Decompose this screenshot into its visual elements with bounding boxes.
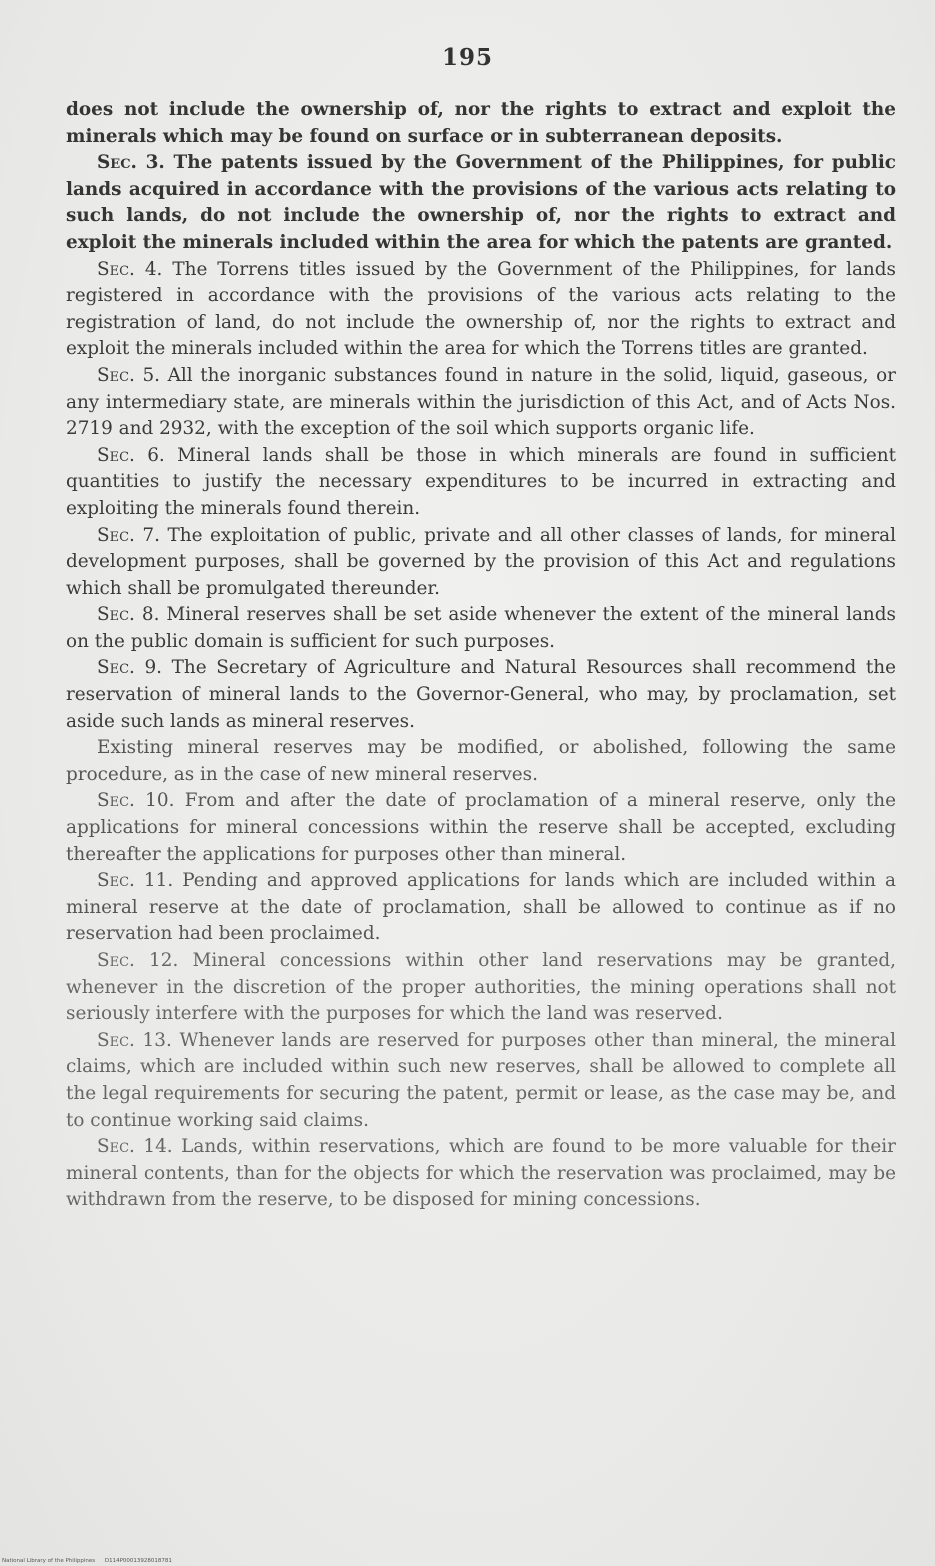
paragraph-text: Pending and approved applications for lands which are included within a mineral reserve at the date of proclamation, shall be allowed to continue as if no reservation had been proclaimed. [66,870,896,945]
section-7 [66,523,896,603]
section-10 [66,788,896,868]
paragraph-text: Whenever lands are reserved for purposes other than mineral, the mineral claims, which are included within such new reserves, shall be allowed to complete all the legal requirements for securing the patent, permit or lease, as the case may be, and to continue working said claims. [66,1029,896,1131]
paragraph-text: The Secretary of Agriculture and Natural Resources shall recommend the reservation of mineral lands to the Governor-General, who may, by proclamation, set aside such lands as mineral reserves. [66,657,896,732]
section-9 [66,655,896,735]
section-8 [66,602,896,655]
paragraph-text: Existing mineral reserves may be modified, or abolished, following the same procedure, as in the case of new mineral reserves. [66,737,896,785]
paragraph-text: The exploitation of public, private and all other classes of lands, for mineral development purposes, shall be governed by the provision of this Act and regulations which shall be promulgated thereunder. [66,524,896,599]
section-label: Sec. 6. [97,444,165,466]
section-label: Sec. 10. [97,790,175,812]
paragraph-existing-reserves [66,735,896,788]
page-number: 195 [441,44,493,71]
paragraph-text: Mineral concessions within other land reservations may be granted, whenever in the discretion of the proper authorities, the mining operations shall not seriously interfere with the purposes for which the land was reserved. [66,950,896,1025]
paragraph-text: The Torrens titles issued by the Government of the Philippines, for lands registered in accordance with the provisions of the various acts relating to the registration of land, do not include the ownership of, nor the rights to extract and exploit the minerals included within the area for which the Torrens titles are granted. [66,258,896,360]
paragraph-text: The patents issued by the Government of the Philippines, for public lands acquired in accordance with the provisions of the various acts relating to such lands, do not include the ownership of, nor the rights to extract and exploit the minerals included within the area for which the patents are granted. [66,152,897,253]
section-4 [66,257,896,363]
section-label: Sec. 4. [97,258,163,280]
paragraph-text: Mineral reserves shall be set aside whenever the extent of the mineral lands on the public domain is sufficient for such purposes. [66,604,896,652]
section-label: Sec. 3. [97,152,165,174]
footer-code: D114P00013928018781 [104,1558,172,1564]
paragraph-text: All the inorganic substances found in nature in the solid, liquid, gaseous, or any intermediary state, are minerals within the jurisdiction of this Act, and of Acts Nos. 2719 and 2932, with the exception of the soil which supports organic life. [66,364,896,440]
footer-library: National Library of the Philippines [2,1558,96,1564]
scan-footer [2,1558,180,1564]
paragraph-text: Lands, within reservations, which are found to be more valuable for their mineral contents, than for the objects for which the reservation was proclaimed, may be withdrawn from the reserve, to be disposed for mining concessions. [66,1136,896,1211]
section-label: Sec. 13. [97,1029,172,1051]
section-label: Sec. 8. [97,604,160,626]
section-11 [66,868,896,948]
section-3 [66,150,896,256]
paragraph-text: From and after the date of proclamation of a mineral reserve, only the applications for mineral concessions within the reserve shall be accepted, excluding thereafter the applications for purposes other than mineral. [66,790,896,865]
section-6 [66,443,896,523]
paragraph-text: does not include the ownership of, nor the rights to extract and exploit the minerals which may be found on surface or in subterranean deposits. [66,99,896,147]
section-label: Sec. 9. [97,657,163,679]
section-12 [66,948,896,1028]
section-label: Sec. 7. [97,524,160,546]
body-text [66,97,896,1214]
section-13 [66,1028,896,1134]
section-label: Sec. 12. [97,950,179,971]
paragraph-text: Mineral lands shall be those in which minerals are found in sufficient quantities to justify the necessary expenditures to be incurred in extracting and exploiting the minerals found therein. [66,444,896,519]
section-label: Sec. 11. [97,870,174,892]
section-label: Sec. 5. [97,364,161,386]
section-label: Sec. 14. [97,1136,173,1158]
section-14 [66,1134,896,1214]
paragraph-continuation [66,97,896,150]
section-5 [66,363,896,443]
